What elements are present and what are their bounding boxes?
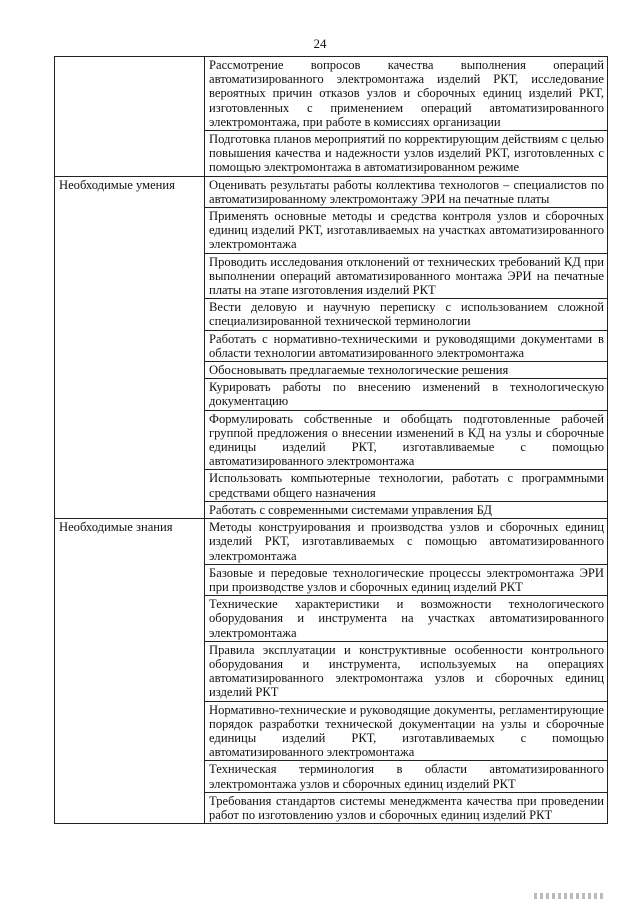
table-cell: Работать с современными системами управления БД <box>205 501 608 518</box>
page-number: 24 <box>313 36 327 51</box>
table-cell: Обосновывать предлагаемые технологические решения <box>205 362 608 379</box>
table-cell: Рассмотрение вопросов качества выполнения операций автоматизированного электромонтажа изделий РКТ, исследование вероятных причин отказов узлов и сборочных единиц изделий РКТ, изготовленных с применением операций автоматизированного электромонтажа, при работе в комиссиях организации <box>205 57 608 131</box>
competency-table <box>54 56 608 824</box>
table-cell: Формулировать собственные и обобщать подготовленные рабочей группой предложения о внесении изменений в КД на узлы и сборочные единицы изделий РКТ, изготавливаемые с помощью автоматизированного электромонтажа <box>205 410 608 470</box>
table-cell: Оценивать результаты работы коллектива технологов – специалистов по автоматизированному электромонтажу ЭРИ на печатные платы <box>205 176 608 207</box>
table-cell: Требования стандартов системы менеджмента качества при проведении работ по изготовлению узлов и сборочных единиц изделий РКТ <box>205 792 608 823</box>
table-row <box>55 57 608 131</box>
label-cell-empty <box>55 57 205 177</box>
table-cell: Вести деловую и научную переписку с использованием сложной специализированной технической терминологии <box>205 299 608 330</box>
scan-artifact <box>534 893 604 899</box>
section-label-skills: Необходимые умения <box>55 176 205 518</box>
table-cell: Базовые и передовые технологические процессы электромонтажа ЭРИ при производстве узлов и сборочных единиц изделий РКТ <box>205 564 608 595</box>
table-cell: Использовать компьютерные технологии, работать с программными средствами общего назначения <box>205 470 608 501</box>
table-cell: Проводить исследования отклонений от технических требований КД при выполнении операций автоматизированного монтажа ЭРИ на печатные платы на этапе изготовления изделий РКТ <box>205 253 608 299</box>
table-cell: Применять основные методы и средства контроля узлов и сборочных единиц изделий РКТ, изготавливаемых на участках автоматизированного электромонтажа <box>205 208 608 254</box>
table-cell: Правила эксплуатации и конструктивные особенности контрольного оборудования и инструмента, используемых на операциях автоматизированного электромонтажа узлов и сборочных единиц изделий РКТ <box>205 641 608 701</box>
section-label-knowledge: Необходимые знания <box>55 519 205 824</box>
table-cell: Работать с нормативно-техническими и руководящими документами в области технологии автоматизированного электромонтажа <box>205 330 608 361</box>
table-cell: Подготовка планов мероприятий по корректирующим действиям с целью повышения качества и надежности узлов изделий РКТ, изготовленных с помощью электромонтажа в автоматизированном режиме <box>205 131 608 177</box>
table-cell: Техническая терминология в области автоматизированного электромонтажа узлов и сборочных единиц изделий РКТ <box>205 761 608 792</box>
table-cell: Технические характеристики и возможности технологического оборудования и инструмента на участках автоматизированного электромонтажа <box>205 596 608 642</box>
table-cell: Методы конструирования и производства узлов и сборочных единиц изделий РКТ, изготавливаемых с помощью автоматизированного электромонтажа <box>205 519 608 565</box>
table-row <box>55 519 608 565</box>
table-cell: Курировать работы по внесению изменений в технологическую документацию <box>205 379 608 410</box>
table-cell: Нормативно-технические и руководящие документы, регламентирующие порядок разработки технической документации на узлы и сборочные единицы изделий РКТ, изготавливаемых с помощью автоматизированного электромонтажа <box>205 701 608 761</box>
table-row <box>55 176 608 207</box>
